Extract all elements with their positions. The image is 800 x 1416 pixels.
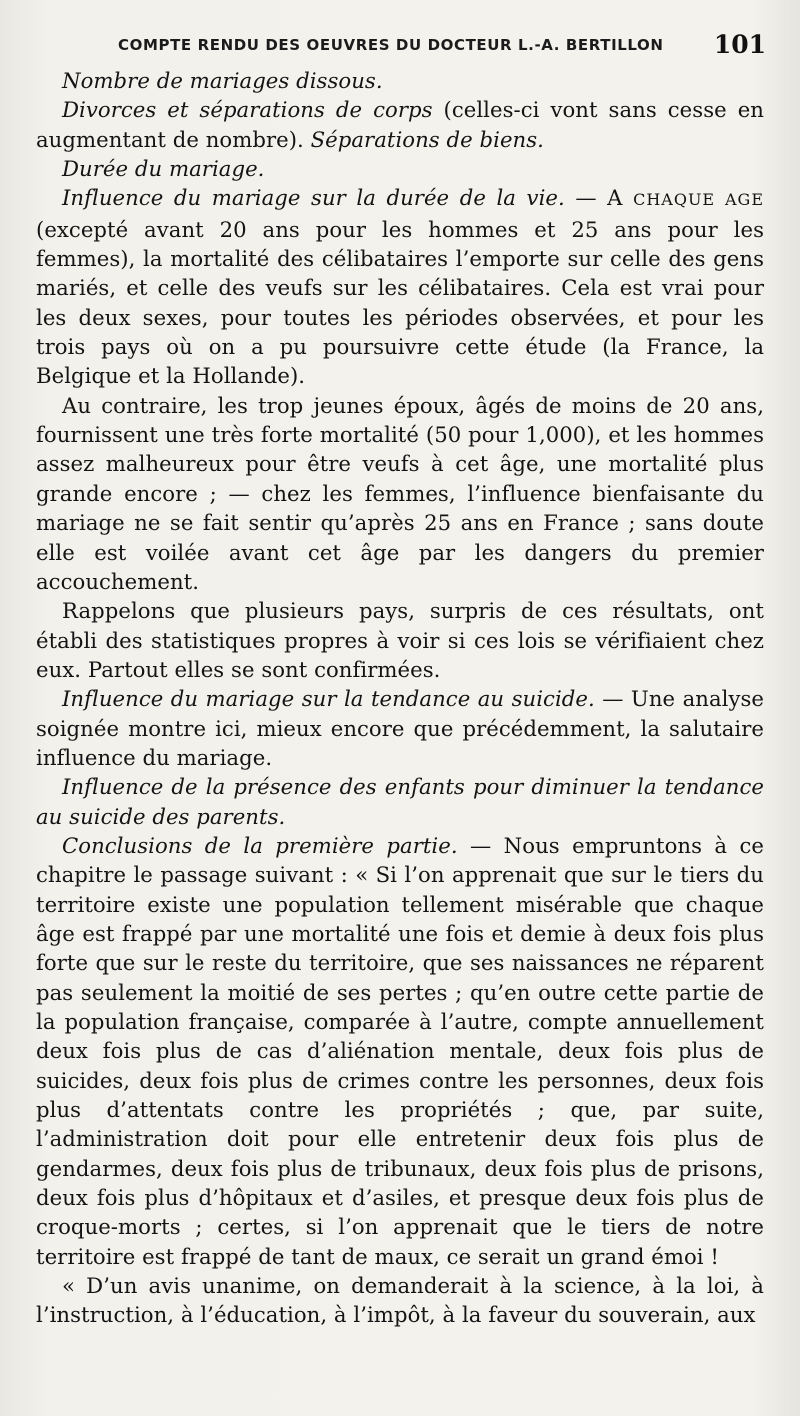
paragraph [36, 772, 764, 831]
page-header [0, 28, 800, 64]
text-run: — A [564, 185, 634, 211]
text-run: « D’un avis unanime, on demanderait à la science, à la loi, à l’instruction, à l’éducation, à l’impôt, à la faveur du souverain, aux [36, 1273, 764, 1328]
paragraph [36, 1271, 764, 1330]
paragraph [36, 154, 764, 183]
italic-heading: Nombre de mariages dissous. [62, 68, 383, 93]
italic-heading: Séparations de biens. [310, 126, 544, 152]
small-caps-text: CHAQUE AGE [633, 190, 764, 210]
paragraph [36, 95, 764, 154]
text-run: Au contraire, les trop jeunes époux, âgés de moins de 20 ans, fournissent une très forte mortalité (50 pour 1,000), et les hommes assez malheureux pour être veufs à cet âge, une mortalité plus grande encore ; — chez les femmes, l’influence bienfaisante du mariage ne se fait sentir qu’après 25 ans en France ; sans doute elle est voilée avant cet âge par les dangers du premier accouchement. [36, 392, 764, 594]
italic-heading: Conclusions de la première partie. [62, 832, 458, 858]
page-number: 101 [713, 30, 766, 59]
text-run: — Nous empruntons à ce chapitre le passage suivant : « Si l’on apprenait que sur le tiers du territoire existe une population tellement misérable que chaque âge est frappé par une mortalité une fois et demie à deux fois plus forte que sur le reste du territoire, que ses naissances ne réparent pas seulement la moitié de ses pertes ; qu’en outre cette partie de la population française, comparée à l’autre, compte annuellement deux fois plus de cas d’aliénation mentale, deux fois plus de suicides, deux fois plus de crimes contre les personnes, deux fois plus d’attentats contre les propriétés ; que, par suite, l’administration doit pour elle entretenir deux fois plus de gendarmes, deux fois plus de tribunaux, deux fois plus de prisons, deux fois plus d’hôpitaux et d’asiles, et presque deux fois plus de croque-morts ; certes, si l’on apprenait que le tiers de notre territoire est frappé de tant de maux, ce serait un grand émoi ! [36, 832, 764, 1269]
paragraph [36, 183, 764, 390]
paragraph [36, 66, 764, 95]
paragraph [36, 596, 764, 684]
italic-heading: Influence de la présence des enfants pour diminuer la tendance au suicide des parents. [36, 774, 764, 829]
italic-heading: Divorces et séparations de corps [62, 97, 433, 123]
text-run: — Une analyse soignée montre ici, mieux encore que précédemment, la salutaire influence du mariage. [36, 686, 764, 770]
body-text [36, 66, 764, 1330]
text-run: (celles-ci vont sans cesse en augmentant de nombre). [36, 97, 764, 152]
paragraph [36, 684, 764, 772]
paragraph [36, 391, 764, 596]
text-run: Rappelons que plusieurs pays, surpris de ces résultats, ont établi des statistiques propres à voir si ces lois se vérifiaient chez eux. Partout elles se sont confirmées. [36, 598, 764, 682]
text-run: (excepté avant 20 ans pour les hommes et 25 ans pour les femmes), la mortalité des célibataires l’emporte sur celle des gens mariés, et celle des veufs sur les célibataires. Cela est vrai pour les deux sexes, pour toutes les périodes observées, et pour les trois pays où on a pu poursuivre cette étude (la France, la Belgique et la Hollande). [36, 216, 764, 389]
italic-heading: Influence du mariage sur la durée de la vie. [62, 185, 565, 211]
paragraph [36, 831, 764, 1271]
italic-heading: Influence du mariage sur la tendance au suicide. [62, 686, 595, 712]
running-head: COMPTE RENDU DES OEUVRES DU DOCTEUR L.-A. BERTILLON [118, 36, 664, 54]
italic-heading: Durée du mariage. [62, 156, 265, 182]
